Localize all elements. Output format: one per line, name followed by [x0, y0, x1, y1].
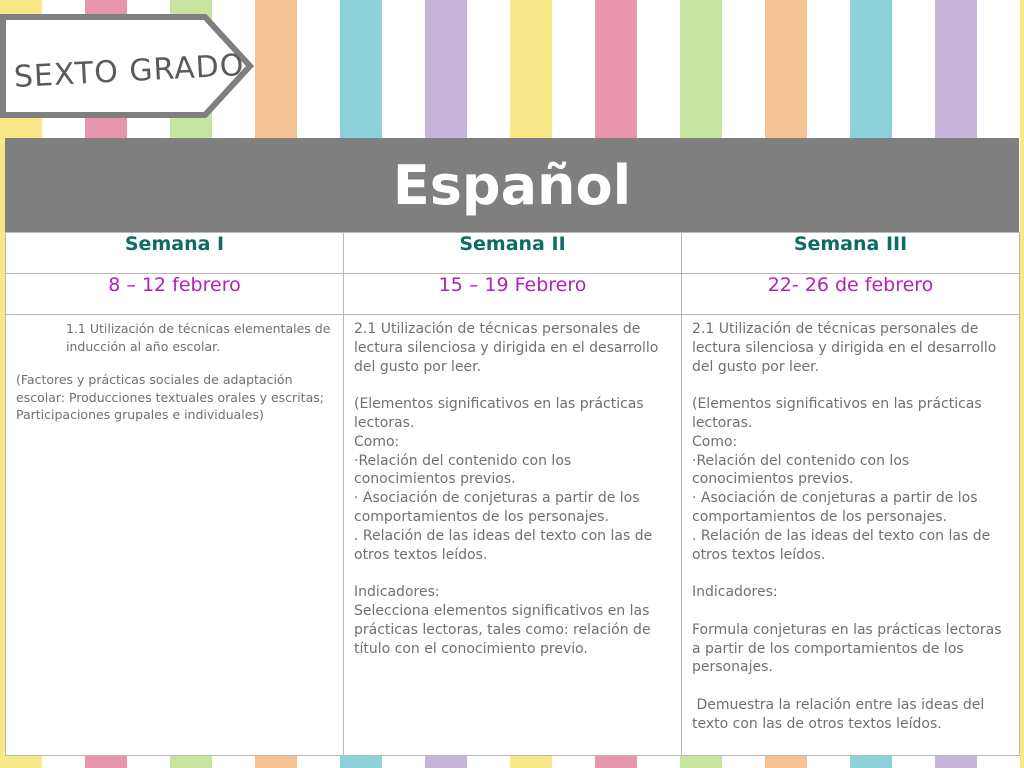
- content-paragraph: · Asociación de conjeturas a partir de los comportamientos de los personajes.: [354, 490, 644, 525]
- week-label: Semana I: [6, 233, 344, 274]
- week-label: Semana III: [682, 233, 1020, 274]
- content-paragraph: 2.1 Utilización de técnicas personales de lectura silenciosa y dirigida en el desarrollo del gusto por leer.: [354, 321, 663, 375]
- content-paragraph: Demuestra la relación entre las ideas del texto con las de otros textos leídos.: [692, 696, 989, 732]
- content-paragraph: 2.1 Utilización de técnicas personales de lectura silenciosa y dirigida en el desarrollo del gusto por leer.: [692, 321, 1001, 375]
- content-paragraph: (Factores y prácticas sociales de adaptación escolar: Producciones textuales orales y escritas; Participaciones grupales e individuales): [16, 372, 328, 422]
- content-paragraph: ·Relación del contenido con los conocimientos previos.: [692, 452, 914, 488]
- week-header-row: [6, 233, 1020, 274]
- content-paragraph: 1.1 Utilización de técnicas elementales de inducción al año escolar.: [66, 321, 335, 354]
- content-row: [6, 315, 1020, 756]
- week-dates: 22- 26 de febrero: [682, 274, 1020, 315]
- week-content-cell: [344, 315, 682, 756]
- content-paragraph: Formula conjeturas en las prácticas lectoras a partir de los comportamientos de los personajes.: [692, 621, 1006, 676]
- week-dates: 15 – 19 Febrero: [344, 274, 682, 315]
- content-paragraph: . Relación de las ideas del texto con las de otros textos leídos.: [354, 527, 657, 563]
- content-paragraph: Indicadores:: [354, 584, 440, 601]
- grade-tag: [0, 14, 256, 118]
- title-bar: [5, 138, 1019, 232]
- week-dates: 8 – 12 febrero: [6, 274, 344, 315]
- grade-tag-label: SEXTO GRADO: [13, 47, 246, 95]
- content-paragraph: Como:: [354, 433, 400, 450]
- content-paragraph: . Relación de las ideas del texto con las de otros textos leídos.: [692, 527, 995, 563]
- week-label: Semana II: [344, 233, 682, 274]
- week-content-cell: [6, 315, 344, 756]
- content-paragraph: Selecciona elementos significativos en las prácticas lectoras, tales como: relación de título con el conocimiento previo.: [354, 602, 656, 657]
- content-paragraph: ·Relación del contenido con los conocimientos previos.: [354, 452, 576, 488]
- subject-title: Español: [392, 153, 632, 217]
- content-paragraph: (Elementos significativos en las prácticas lectoras.: [354, 396, 649, 431]
- content-paragraph: Como:: [692, 433, 738, 450]
- dates-row: [6, 274, 1020, 315]
- week-content-cell: [682, 315, 1020, 756]
- schedule-table: [5, 232, 1020, 756]
- schedule-card: [5, 138, 1019, 756]
- content-paragraph: Indicadores:: [692, 584, 778, 601]
- content-paragraph: (Elementos significativos en las prácticas lectoras.: [692, 396, 987, 431]
- content-paragraph: · Asociación de conjeturas a partir de los comportamientos de los personajes.: [692, 490, 982, 525]
